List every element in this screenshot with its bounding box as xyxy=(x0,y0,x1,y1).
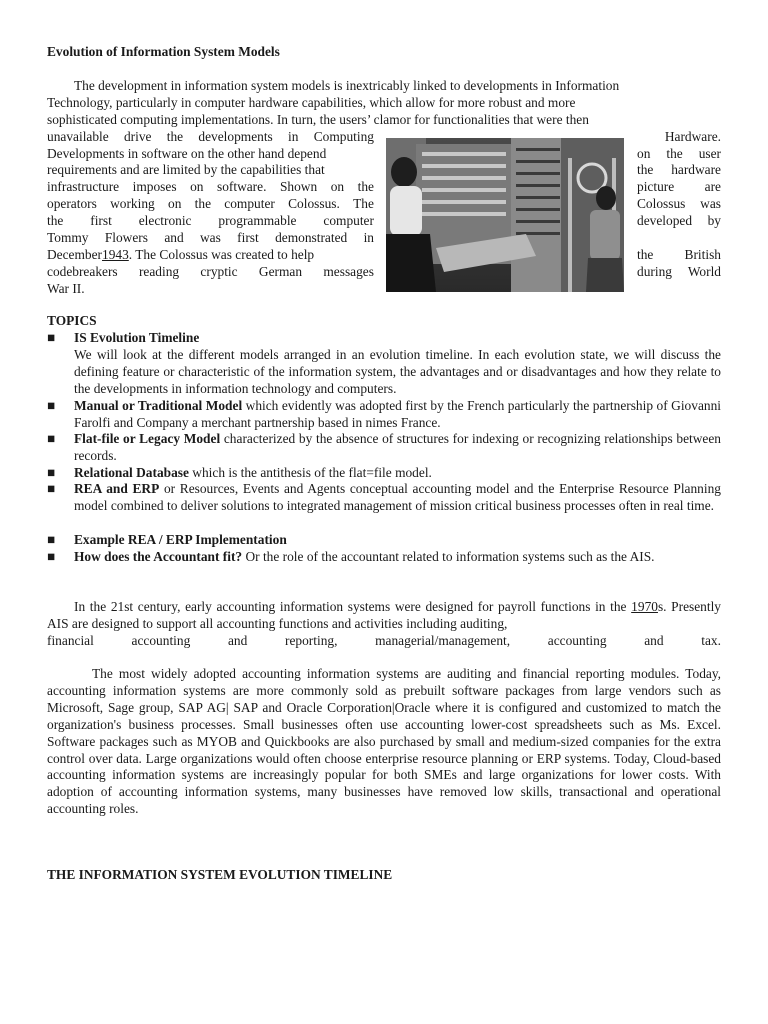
bullet-icon: ■ xyxy=(47,431,56,446)
intro-right-line xyxy=(637,196,721,213)
year-1943-link[interactable]: 1943 xyxy=(102,246,129,262)
intro-right-line xyxy=(637,162,721,179)
paragraph-21st-century xyxy=(47,599,721,650)
intro-left-word: computer xyxy=(224,196,275,212)
intro-left-line xyxy=(47,281,374,298)
intro-left-word: unavailable xyxy=(47,128,109,144)
topic-text xyxy=(74,532,721,549)
topics-heading: TOPICS xyxy=(47,313,97,328)
topic-text xyxy=(74,398,721,432)
intro-right-word: the xyxy=(637,246,654,262)
intro-left-column xyxy=(47,129,374,298)
intro-right-column xyxy=(637,129,721,298)
intro-left-word: . The Colossus was created to help xyxy=(128,246,315,262)
intro-right-word: Colossus xyxy=(637,196,686,212)
topic-description: which evidently was adopted first by the French particularly the partnership of Giovanni Farolfi and Company a merchant partnership based in nimes France. xyxy=(74,398,721,430)
intro-right-word: the xyxy=(637,162,654,178)
topic-description: characterized by the absence of structures for indexing or recognizing relationships between records. xyxy=(74,431,721,463)
intro-left-word: the xyxy=(194,196,212,212)
page-title: Evolution of Information System Models xyxy=(47,44,280,59)
intro-left-word: the xyxy=(357,179,374,195)
intro-left-line xyxy=(47,264,374,281)
topic-text xyxy=(74,431,721,465)
intro-left-word: in xyxy=(288,128,299,144)
intro-left-line xyxy=(47,162,374,179)
topic-title: How does the Accountant fit? xyxy=(74,549,243,564)
intro-right-line xyxy=(637,213,721,230)
intro-right-word: the xyxy=(666,145,683,161)
para2-text-b: s. Presently AIS are designed to support all accounting functions and activities including auditing, xyxy=(47,599,721,631)
topic-title: Manual or Traditional Model xyxy=(74,398,243,413)
intro-left-word: programmable xyxy=(218,213,297,229)
bullet-icon: ■ xyxy=(47,465,56,480)
para2-last-word: accounting xyxy=(547,632,607,648)
intro-left-word: electronic xyxy=(138,213,192,229)
para2-last-word: and xyxy=(227,632,248,648)
intro-right-word: by xyxy=(707,213,721,229)
bullet-icon: ■ xyxy=(47,398,56,413)
topic-text xyxy=(74,465,721,482)
topic-item xyxy=(47,481,721,515)
topic-item xyxy=(47,465,721,482)
intro-left-word: on xyxy=(330,179,345,195)
para2-last-word: managerial/management, xyxy=(375,632,511,648)
intro-left-word: messages xyxy=(323,263,374,279)
topic-item xyxy=(47,398,721,432)
intro-left-word: and xyxy=(164,230,184,246)
section-heading: THE INFORMATION SYSTEM EVOLUTION TIMELINE xyxy=(47,867,393,882)
intro-left-word: War II. xyxy=(47,280,85,296)
paragraph-21st-century-last-line xyxy=(47,633,721,650)
intro-right-word: are xyxy=(704,179,721,195)
intro-left-word: German xyxy=(258,263,303,279)
topic-title: Relational Database xyxy=(74,465,189,480)
intro-left-line xyxy=(47,247,374,264)
intro-left-word: cryptic xyxy=(200,263,238,279)
para2-last-word: financial xyxy=(47,632,94,648)
intro-left-word: in xyxy=(363,230,374,246)
intro-left-word: infrastructure xyxy=(47,179,120,195)
intro-right-line xyxy=(637,146,721,163)
intro-line-3: sophisticated computing implementations. In turn, the users’ clamor for functionalities that were then xyxy=(47,111,589,127)
topic-item xyxy=(47,532,721,549)
intro-left-word: the xyxy=(166,128,184,144)
topic-description: Or the role of the accountant related to information systems such as the AIS. xyxy=(242,549,655,564)
intro-right-word: developed xyxy=(637,213,693,229)
intro-left-word: Shown xyxy=(279,179,318,195)
paragraph-ais-adoption xyxy=(47,666,721,818)
intro-right-line xyxy=(637,179,721,196)
intro-right-word: Hardware. xyxy=(664,128,721,144)
bullet-icon: ■ xyxy=(47,481,56,496)
intro-right-word: hardware xyxy=(671,162,721,178)
intro-right-line xyxy=(637,247,721,264)
intro-left-word: December xyxy=(47,246,103,262)
intro-line-1: The development in information system models is inextricably linked to developments in Information xyxy=(74,78,620,93)
intro-paragraph xyxy=(47,78,721,129)
topic-title: REA and ERP xyxy=(74,481,160,496)
intro-right-word: World xyxy=(687,263,721,279)
intro-left-line xyxy=(47,196,374,213)
topic-item xyxy=(47,330,721,398)
para2-text-a: In the 21st century, early accounting information systems were designed for payroll functions in the xyxy=(74,599,632,614)
intro-left-word: Flowers xyxy=(104,230,148,246)
intro-left-word: first xyxy=(237,230,259,246)
intro-left-word: requirements and are limited by the capabilities that xyxy=(47,162,325,178)
intro-left-word: first xyxy=(90,213,112,229)
intro-left-word: reading xyxy=(138,263,180,279)
intro-right-word: on xyxy=(637,145,651,161)
topic-subtext: We will look at the different models arranged in an evolution timeline. In each evolution state, we will discuss the defining feature or characteristic of the information system, the advantages and or disadvantages and how they relate to the developments in information technology and computers. xyxy=(74,346,721,396)
topic-text xyxy=(74,549,721,566)
intro-right-word: British xyxy=(684,246,721,262)
intro-right-word: was xyxy=(700,196,721,212)
intro-left-word: The xyxy=(353,196,374,212)
paragraph-ais-adoption-body: The most widely adopted accounting information systems are auditing and financial reporting modules. Today, accounting information systems are more commonly sold as prebuilt software packages from large vendors such as Microsoft, Sage group, SAP AG| SAP and Oracle Corporation|Oracle where it is configured and customized to match the organization's business processes. Small businesses often use accounting lower-cost spreadsheets such as Ms. Excel. Software packages such as MYOB and Quickbooks are also purchased by small and medium-sized companies for the extra control over data. Large organizations would often choose enterprise resource planning or ERP systems. Today, Cloud-based accounting information systems are increasingly popular for both SMEs and large organizations for lower costs. With adoption of accounting information systems, many businesses have removed low skills, transactional and operational accounting roles. xyxy=(47,666,721,817)
intro-left-word: on xyxy=(168,196,182,212)
intro-left-word: demonstrated xyxy=(275,230,348,246)
intro-left-word: imposes xyxy=(132,179,177,195)
intro-right-line xyxy=(637,264,721,281)
para2-last-word: and xyxy=(644,632,664,648)
intro-left-word: Colossus. xyxy=(288,196,340,212)
para2-last-word: reporting, xyxy=(285,632,338,648)
intro-left-line xyxy=(47,129,374,146)
intro-left-word: on xyxy=(190,179,204,195)
intro-left-line xyxy=(47,213,374,230)
topic-item xyxy=(47,431,721,465)
paragraph-21st-century-body xyxy=(47,599,721,633)
bullet-icon: ■ xyxy=(47,549,56,564)
colossus-photo xyxy=(386,138,624,292)
intro-left-word: working xyxy=(110,196,155,212)
intro-left-word: codebreakers xyxy=(47,263,118,279)
topic-description: which is the antithesis of the flat=file model. xyxy=(188,465,432,480)
intro-right-word: picture xyxy=(637,179,675,195)
intro-left-word: drive xyxy=(123,128,152,144)
intro-left-line xyxy=(47,230,374,247)
intro-left-word: software. xyxy=(216,179,267,195)
intro-left-word: computer xyxy=(323,213,374,229)
topic-item xyxy=(47,549,721,566)
intro-right-line xyxy=(637,129,721,146)
intro-left-word: Tommy xyxy=(47,230,89,246)
intro-left-word: operators xyxy=(47,196,97,212)
intro-left-word: was xyxy=(200,230,221,246)
intro-left-word: developments xyxy=(198,128,273,144)
topic-description: or Resources, Events and Agents conceptual accounting model and the Enterprise Resource Planning model combined to deliver solutions to integrated management of mission critical business processes often in real time. xyxy=(74,481,721,513)
bullet-icon: ■ xyxy=(47,532,56,547)
bullet-icon: ■ xyxy=(47,330,56,345)
intro-left-word: the xyxy=(47,213,64,229)
intro-right-line xyxy=(637,230,721,247)
intro-left-line xyxy=(47,146,374,163)
para2-last-word: tax. xyxy=(701,632,721,648)
topic-text xyxy=(74,330,721,398)
intro-left-word: Developments in software on the other hand depend xyxy=(47,145,327,161)
topic-title: Flat-file or Legacy Model xyxy=(74,431,221,446)
para2-last-word: accounting xyxy=(131,632,191,648)
topic-title: IS Evolution Timeline xyxy=(74,330,200,345)
year-1970-link[interactable]: 1970 xyxy=(631,599,658,614)
colossus-photo-illustration xyxy=(386,138,624,292)
intro-right-word: user xyxy=(698,145,721,161)
intro-left-word: Computing xyxy=(313,128,374,144)
intro-line-2: Technology, particularly in computer hardware capabilities, which allow for more robust and more xyxy=(47,94,576,110)
intro-left-line xyxy=(47,179,374,196)
topic-text xyxy=(74,481,721,515)
intro-right-line xyxy=(637,281,721,298)
intro-right-word: during xyxy=(637,263,672,279)
topic-title: Example REA / ERP Implementation xyxy=(74,532,287,547)
